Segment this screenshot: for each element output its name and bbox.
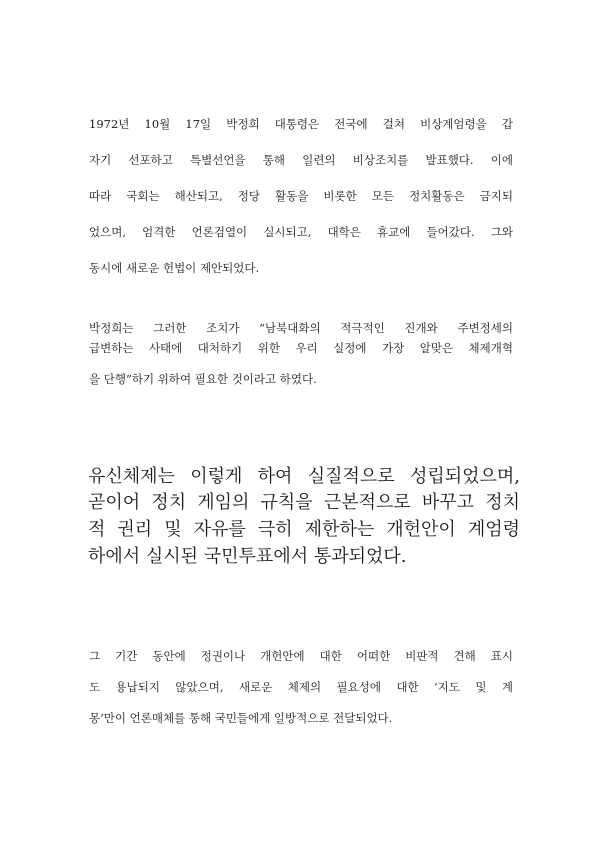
text-line: 그 기간 동안에 정권이나 개헌안에 대한 어떠한 비판적 견해 표시 bbox=[89, 649, 513, 663]
text-line: 었으며, 엄격한 언론검열이 실시되고, 대학은 휴교에 들어갔다. 그와 bbox=[89, 225, 513, 239]
text-line: 자기 선포하고 특별선언을 통해 일련의 비상조치를 발표했다. 이에 bbox=[89, 153, 513, 167]
paragraph-3-emphasis bbox=[88, 466, 520, 568]
paragraph-1 bbox=[89, 114, 513, 294]
text-line: 을 단행”하기 위하여 필요한 것이라고 하였다. bbox=[89, 372, 317, 386]
text-line: 급변하는 사태에 대처하기 위한 우리 실정에 가장 알맞은 체제개혁 bbox=[89, 341, 513, 355]
text-line: 동시에 새로운 헌법이 제안되었다. bbox=[89, 261, 260, 275]
text-line: 유신체제는 이렇게 하여 실질적으로 성립되었으며, bbox=[88, 466, 520, 487]
text-line: 적 권리 및 자유를 극히 제한하는 개헌안이 계엄령 bbox=[88, 519, 520, 540]
text-line: 박정희는 그러한 조치가 “남북대화의 적극적인 진개와 주변정세의 bbox=[89, 321, 513, 335]
text-line: 몽’만이 언론매체를 통해 국민들에게 일방적으로 전달되었다. bbox=[89, 711, 393, 725]
paragraph-4 bbox=[89, 646, 513, 739]
text-line: 곧이어 정치 게임의 규칙을 근본적으로 바꾸고 정치 bbox=[88, 492, 520, 513]
text-line: 따라 국회는 해산되고, 정당 활동을 비롯한 모든 정치활동은 금지되 bbox=[89, 189, 513, 203]
text-line: 도 용납되지 않았으며, 새로운 체제의 필요성에 대한 ‘지도 및 계 bbox=[89, 680, 513, 694]
paragraph-2 bbox=[89, 318, 513, 389]
text-line: 하에서 실시된 국민투표에서 통과되었다. bbox=[88, 546, 407, 567]
text-line: 1972년 10월 17일 박정희 대통령은 전국에 걸쳐 비상계엄령을 갑 bbox=[89, 117, 513, 131]
